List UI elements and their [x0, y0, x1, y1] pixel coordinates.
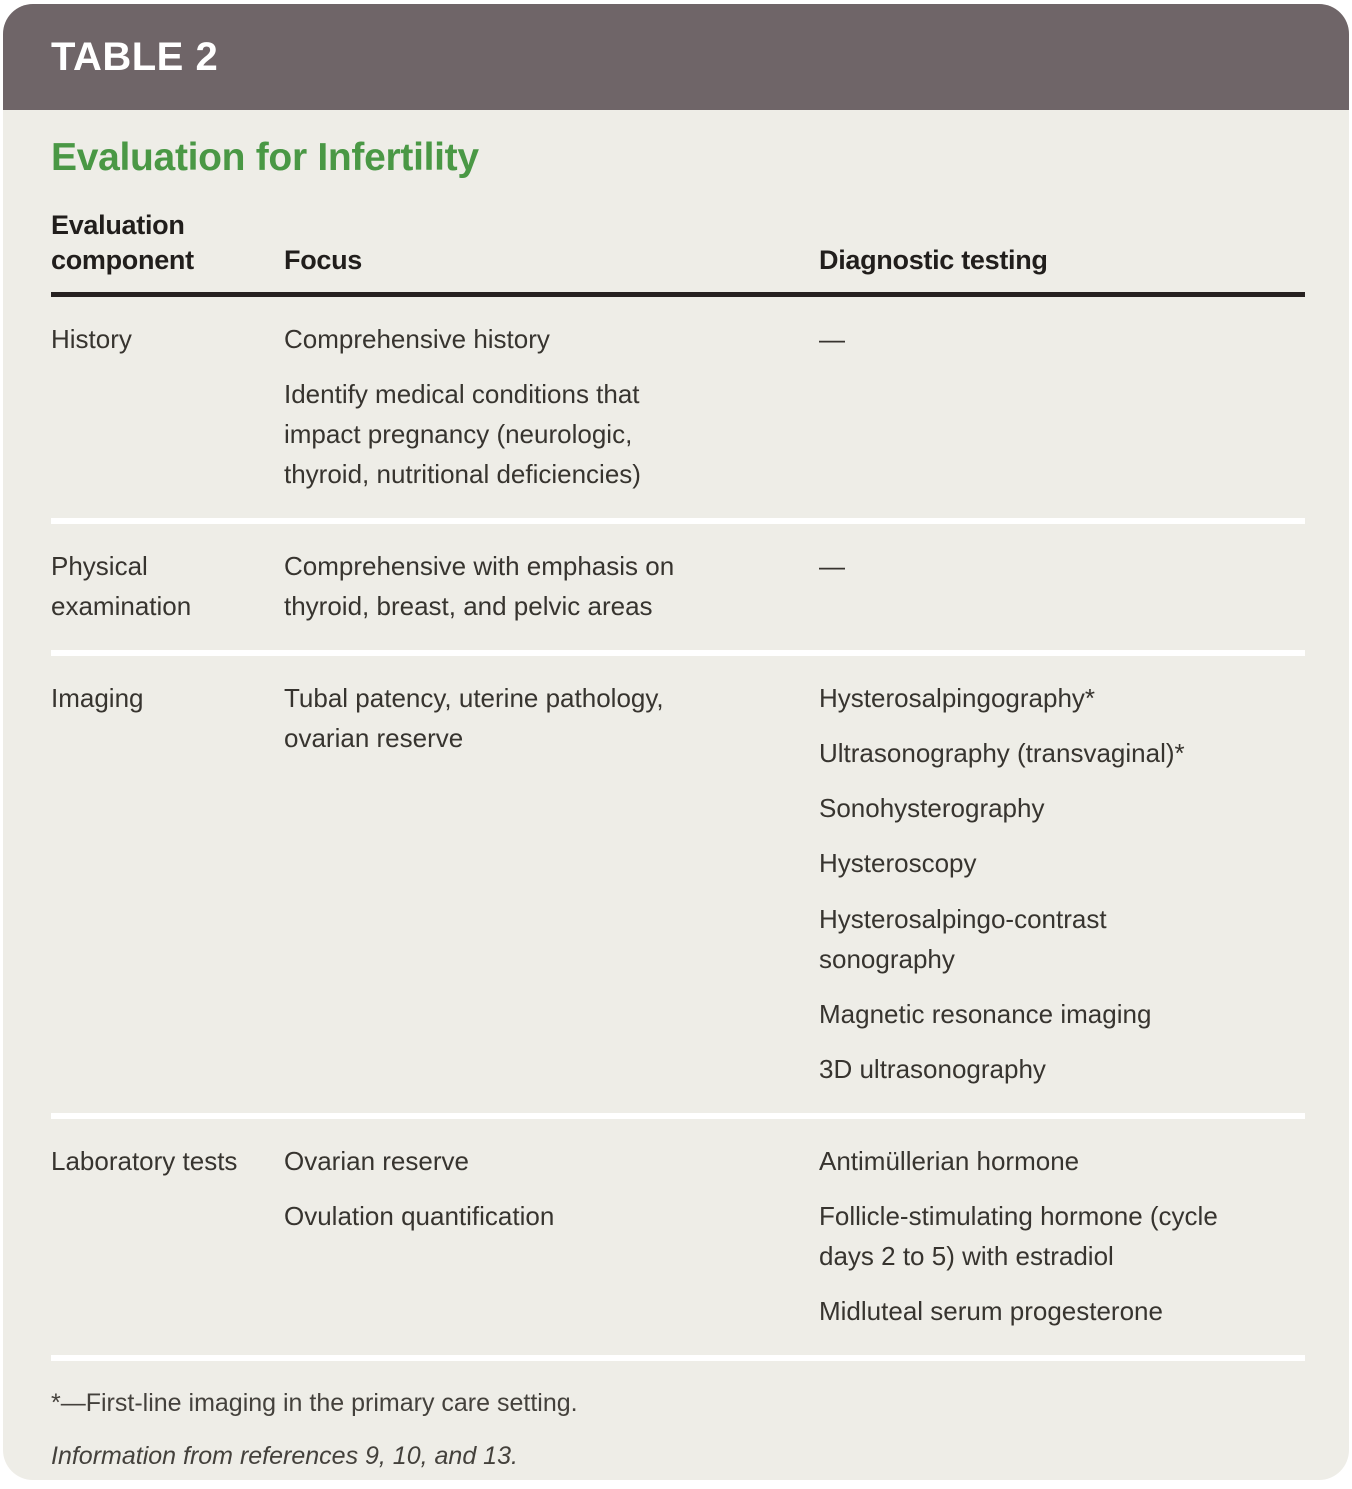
footnotes — [51, 1361, 1307, 1480]
cell-paragraph: Comprehensive with emphasis on thyroid, breast, and pelvic areas — [284, 551, 675, 622]
footnote-first-line-imaging: *—First-line imaging in the primary care setting. — [51, 1388, 578, 1417]
component-cell: Imaging — [51, 683, 144, 714]
column-header-evaluation-component: Evaluation component — [51, 210, 194, 276]
cell-paragraph: Sonohysterography — [819, 793, 1045, 824]
cell-paragraph: Ovarian reserve — [284, 1145, 469, 1176]
cell-paragraph: — — [819, 551, 845, 582]
cell-paragraph: Ultrasonography (transvaginal)* — [819, 738, 1185, 769]
footnote-references: Information from references 9, 10, and 13. — [51, 1442, 518, 1471]
cell-paragraph: Comprehensive history — [284, 324, 550, 355]
cell-paragraph: Hysterosalpingo-contrast sonography — [819, 903, 1107, 974]
table-number-bar — [3, 4, 1349, 110]
testing-cell — [819, 546, 1307, 626]
testing-cell — [819, 1141, 1307, 1331]
column-header-diagnostic-testing: Diagnostic testing — [819, 245, 1048, 276]
focus-cell — [284, 678, 819, 1088]
focus-cell — [284, 319, 819, 494]
focus-cell — [284, 1141, 819, 1331]
table-row-imaging — [51, 656, 1307, 1112]
cell-paragraph: Antimüllerian hormone — [819, 1145, 1080, 1176]
testing-cell — [819, 319, 1307, 494]
component-cell: Physical examination — [51, 551, 192, 622]
component-cell: Laboratory tests — [51, 1145, 238, 1176]
cell-paragraph: — — [819, 324, 845, 355]
column-header-focus: Focus — [284, 245, 363, 276]
cell-paragraph: Hysterosalpingography* — [819, 683, 1096, 714]
column-header-row — [51, 208, 1307, 278]
cell-paragraph: Identify medical conditions that impact pregnancy (neurologic, thyroid, nutritional deficiencies) — [284, 379, 641, 490]
cell-paragraph: Follicle-stimulating hormone (cycle days 2 to 5) with estradiol — [819, 1200, 1218, 1271]
table-card — [3, 4, 1349, 1480]
table-body — [3, 110, 1349, 1480]
cell-paragraph: Ovulation quantification — [284, 1200, 555, 1231]
cell-paragraph: Hysteroscopy — [819, 848, 977, 879]
cell-paragraph: 3D ultrasonography — [819, 1053, 1046, 1084]
cell-paragraph: Magnetic resonance imaging — [819, 998, 1152, 1029]
table-number-label: TABLE 2 — [51, 34, 219, 79]
table-row-laboratory-tests — [51, 1119, 1307, 1355]
table-row-physical-examination — [51, 524, 1307, 650]
cell-paragraph: Midluteal serum progesterone — [819, 1295, 1163, 1326]
component-cell: History — [51, 324, 132, 355]
focus-cell — [284, 546, 819, 626]
testing-cell — [819, 678, 1307, 1088]
table-title: Evaluation for Infertility — [51, 136, 479, 179]
cell-paragraph: Tubal patency, uterine pathology, ovarian reserve — [284, 683, 664, 754]
table-row-history — [51, 297, 1307, 518]
